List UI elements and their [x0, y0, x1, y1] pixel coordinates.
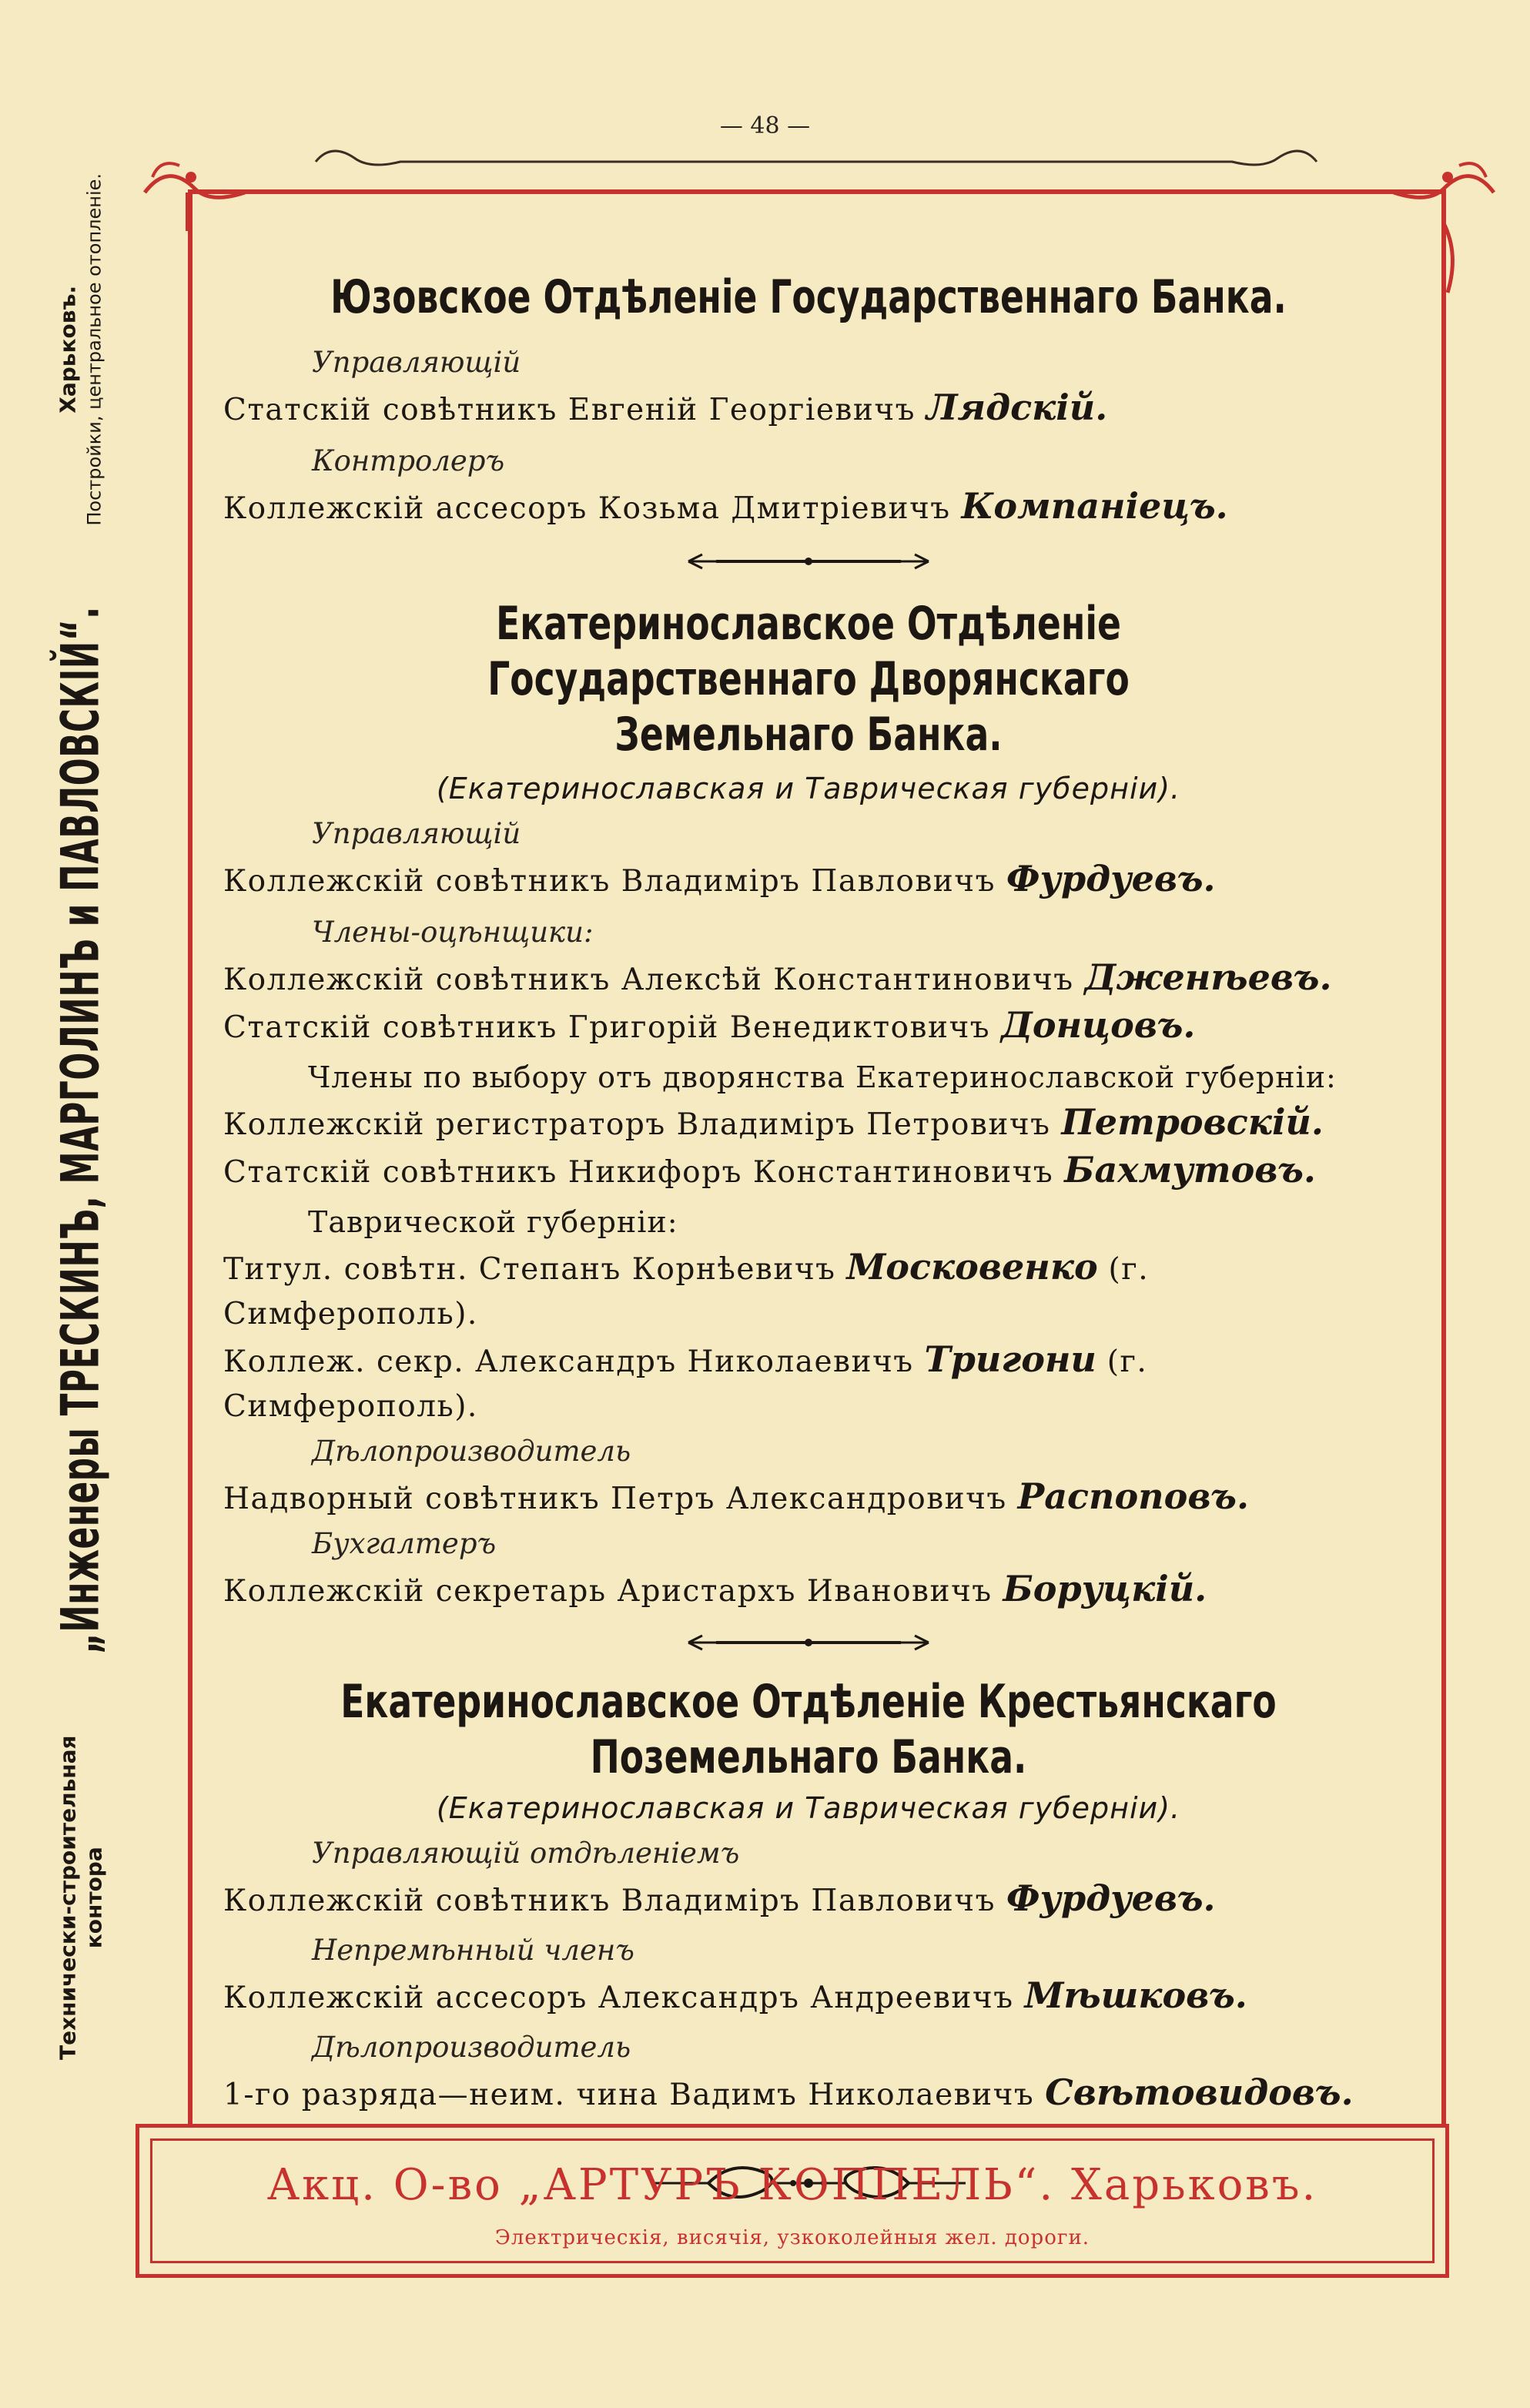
- person-entry: [223, 484, 1394, 531]
- person-surname: Фурдуевъ.: [1006, 858, 1216, 899]
- side-ad-title: „Инженеры ТРЕСКИНЪ, МАРГОЛИНЪ и ПАВЛОВСКIЙ“.: [50, 606, 112, 1655]
- frame-right-border: [1441, 189, 1446, 2125]
- role-label: Управляющiй отдѣленiемъ: [312, 1837, 740, 1870]
- person-entry: [223, 1003, 1394, 1050]
- person-title: 1-го разряда—неим. чина Вадимъ Николаевичъ: [223, 2078, 1035, 2112]
- person-entry: [223, 1244, 1394, 1337]
- person-surname: Тригони: [924, 1338, 1096, 1380]
- person-entry: [223, 1100, 1394, 1147]
- person-surname: Дженѣевъ.: [1084, 956, 1332, 998]
- frame-left-border: [188, 189, 193, 2125]
- person-title: Коллежскiй совѣтникъ Владимiръ Павловичъ: [223, 1884, 996, 1918]
- person-surname: Компанiецъ.: [961, 485, 1228, 527]
- person-entry: [223, 955, 1394, 1003]
- person-title: Надворный совѣтникъ Петръ Александровичъ: [223, 1482, 1007, 1516]
- person-entry: [223, 1147, 1394, 1195]
- corner-ornament-top-right-icon: [1386, 146, 1502, 300]
- person-entry: [223, 1474, 1394, 1522]
- side-advertisement: [0, 0, 162, 2125]
- person-title: Коллежскiй совѣтникъ Владимiръ Павловичъ: [223, 864, 996, 899]
- person-surname: Лядскiй.: [926, 387, 1108, 428]
- section-subheading: (Екатеринославская и Таврическая губернiи).: [436, 1791, 1181, 1825]
- person-surname: Распоповъ.: [1017, 1475, 1249, 1517]
- main-content: [223, 254, 1394, 2218]
- role-label: Управляющiй: [312, 817, 521, 850]
- person-entry: [223, 1337, 1394, 1429]
- person-surname: Московенко: [846, 1246, 1098, 1288]
- person-surname: Мѣшковъ.: [1024, 1974, 1247, 2016]
- person-location: (г. Симферополь).: [223, 1252, 1150, 1331]
- section-peasant-land-bank: [223, 1674, 1394, 2118]
- person-surname: Донцовъ.: [1001, 1004, 1196, 1046]
- role-label: Члены-оцѣнщики:: [312, 916, 594, 949]
- section-nobility-land-bank: [223, 596, 1394, 1614]
- person-title: Коллежскiй совѣтникъ Алексѣй Константиновичъ: [223, 963, 1074, 997]
- person-title: Статскiй совѣтникъ Григорiй Венедиктовичъ: [223, 1010, 991, 1045]
- person-surname: Боруцкiй.: [1003, 1568, 1207, 1609]
- person-surname: Бахмутовъ.: [1064, 1149, 1316, 1191]
- person-title: Коллежскiй регистраторъ Владимiръ Петровичъ: [223, 1107, 1051, 1142]
- frame-top-border: [188, 189, 1446, 194]
- person-entry: [223, 856, 1394, 904]
- person-surname: Петровскiй.: [1061, 1101, 1324, 1143]
- group-label: Члены по выбору отъ дворянства Екатеринославской губернiи:: [308, 1060, 1337, 1094]
- page-number: — 48 —: [719, 112, 811, 139]
- role-label: Дѣлопроизводитель: [312, 1435, 631, 1468]
- role-label: Дѣлопроизводитель: [312, 2031, 631, 2064]
- section-heading: Юзовское Отдѣленiе Государственнаго Банка.: [330, 270, 1287, 324]
- person-entry: [223, 385, 1394, 433]
- divider-ornament-icon: [685, 1631, 932, 1654]
- person-entry: [223, 1973, 1394, 2021]
- person-title: Титул. совѣтн. Степанъ Корнѣевичъ: [223, 1252, 836, 1287]
- divider-ornament-icon: [685, 550, 932, 573]
- group-label: Таврической губернiи:: [308, 1205, 678, 1239]
- section-yuzovka-state-bank: [223, 270, 1394, 531]
- side-ad-left-block: [55, 1735, 107, 2060]
- side-ad-services: Постройки, центральное отопленiе.: [83, 172, 105, 526]
- person-location: (г. Симферополь).: [223, 1345, 1148, 1424]
- bottom-ad-subtitle: Электрическiя, висячiя, узкоколейныя жел. дороги.: [494, 2226, 1090, 2249]
- person-surname: Фурдуевъ.: [1006, 1877, 1216, 1919]
- person-surname: Свѣтовидовъ.: [1045, 2071, 1354, 2113]
- bottom-advertisement: [136, 2124, 1449, 2278]
- side-ad-right-block: [55, 173, 107, 526]
- side-ad-line-2: контора: [81, 1847, 106, 1949]
- person-title: Статскiй совѣтникъ Евгенiй Георгiевичъ: [223, 393, 916, 427]
- role-label: Контролеръ: [312, 444, 505, 477]
- person-title: Коллеж. секр. Александръ Николаевичъ: [223, 1345, 914, 1379]
- person-entry: [223, 1876, 1394, 1924]
- role-label: Управляющiй: [312, 346, 521, 379]
- person-title: Коллежскiй ассесоръ Александръ Андреевичъ: [223, 1981, 1014, 2015]
- section-divider: [223, 550, 1394, 573]
- section-heading: Екатеринославское Отдѣленiе Крестьянскаго Поземельнаго Банка.: [340, 1675, 1277, 1784]
- person-entry: [223, 1566, 1394, 1614]
- section-divider: [223, 1631, 1394, 1654]
- person-title: Коллежскiй ассесоръ Козьма Дмитрiевичъ: [223, 491, 951, 526]
- bottom-ad-title: Акц. О-во „АРТУРЪ КОППЕЛЬ“. Харьковъ.: [266, 2160, 1318, 2210]
- side-ad-line-1: Технически-строительная: [55, 1735, 80, 2061]
- top-scroll-flourish-icon: [308, 139, 1324, 185]
- role-label: Непремѣнный членъ: [312, 1934, 634, 1967]
- person-title: Статскiй совѣтникъ Никифоръ Константиновичъ: [223, 1155, 1054, 1190]
- person-entry: [223, 2070, 1394, 2118]
- section-subheading: (Екатеринославская и Таврическая губернiи).: [436, 772, 1181, 805]
- section-heading: Екатеринославское Отдѣленiе Государственнаго Дворянскаго Земельнаго Банка.: [487, 597, 1130, 762]
- side-ad-city: Харьковъ.: [55, 285, 80, 414]
- role-label: Бухгалтеръ: [312, 1527, 497, 1560]
- person-title: Коллежскiй секретарь Аристархъ Ивановичъ: [223, 1574, 993, 1609]
